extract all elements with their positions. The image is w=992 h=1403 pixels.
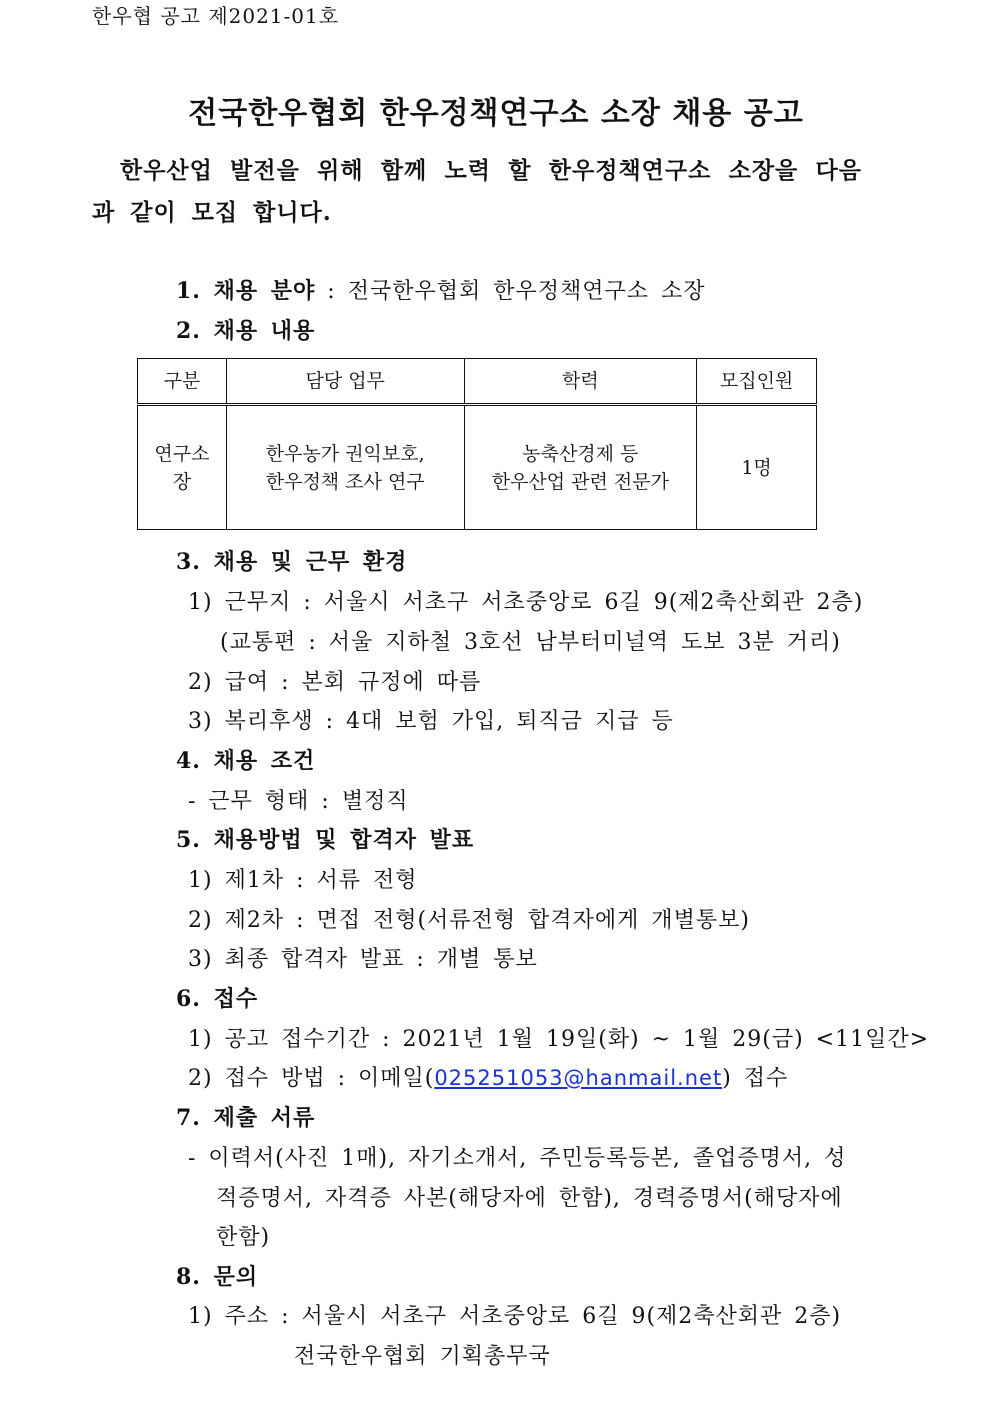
list-item: 1) 주소 : 서울시 서초구 서초중앙로 6길 9(제2축산회관 2층) xyxy=(188,1304,842,1329)
header-category: 구분 xyxy=(138,359,227,405)
list-item xyxy=(188,1061,788,1092)
section-1 xyxy=(176,274,705,305)
header-count: 모집인원 xyxy=(697,359,817,405)
list-item: 1) 제1차 : 서류 전형 xyxy=(188,868,418,893)
header-duty: 담당 업무 xyxy=(226,359,464,405)
recruitment-table xyxy=(137,358,817,530)
list-item: 1) 근무지 : 서울시 서초구 서초중앙로 6길 9(제2축산회관 2층) xyxy=(188,590,864,615)
list-item: (교통편 : 서울 지하철 3호선 남부터미널역 도보 3분 거리) xyxy=(220,630,841,655)
section-7-label: 7. 제출 서류 xyxy=(176,1105,316,1131)
cell-count: 1명 xyxy=(697,405,817,530)
list-item: 2) 제2차 : 면접 전형(서류전형 합격자에게 개별통보) xyxy=(188,908,750,933)
notice-number: 한우협 공고 제2021-01호 xyxy=(92,4,340,28)
list-item: 3) 복리후생 : 4대 보험 가입, 퇴직금 지급 등 xyxy=(188,709,674,734)
email-link[interactable]: 025251053@hanmail.net xyxy=(434,1066,723,1090)
page-title: 전국한우협회 한우정책연구소 소장 채용 공고 xyxy=(188,96,804,131)
cell-category: 연구소 장 xyxy=(138,405,227,530)
section-1-text: : 전국한우협회 한우정책연구소 소장 xyxy=(315,279,706,304)
section-5-label: 5. 채용방법 및 합격자 발표 xyxy=(176,827,475,853)
list-item: - 근무 형태 : 별정직 xyxy=(188,789,409,814)
cell-education: 농축산경제 등 한우산업 관련 전문가 xyxy=(464,405,697,530)
list-item: 1) 공고 접수기간 : 2021년 1월 19일(화) ~ 1월 29(금) <11일간> xyxy=(188,1027,930,1052)
cell-duty: 한우농가 권익보호, 한우정책 조사 연구 xyxy=(226,405,464,530)
section-4-label: 4. 채용 조건 xyxy=(176,748,316,774)
list-item: 2) 급여 : 본회 규정에 따름 xyxy=(188,670,482,695)
section-2-label: 2. 채용 내용 xyxy=(176,318,316,344)
list-item: 전국한우협회 기획총무국 xyxy=(294,1344,551,1369)
section-3-label: 3. 채용 및 근무 환경 xyxy=(176,549,408,575)
method-suffix: ) 접수 xyxy=(722,1066,789,1091)
section-8-label: 8. 문의 xyxy=(176,1264,259,1290)
list-item: 적증명서, 자격증 사본(해당자에 한함), 경력증명서(해당자에 xyxy=(216,1186,843,1211)
intro-paragraph: 한우산업 발전을 위해 함께 노력 할 한우정책연구소 소장을 다음과 같이 모집 합니다. xyxy=(92,157,862,226)
section-1-label: 1. 채용 분야 xyxy=(176,278,316,304)
section-6-label: 6. 접수 xyxy=(176,986,259,1012)
list-item: - 이력서(사진 1매), 자기소개서, 주민등록등본, 졸업증명서, 성 xyxy=(188,1146,847,1171)
header-education: 학력 xyxy=(464,359,697,405)
table-header-row xyxy=(138,359,817,405)
list-item: 한함) xyxy=(216,1225,271,1250)
method-prefix: 2) 접수 방법 : 이메일( xyxy=(188,1066,435,1091)
list-item: 3) 최종 합격자 발표 : 개별 통보 xyxy=(188,947,538,972)
table-row xyxy=(138,405,817,530)
